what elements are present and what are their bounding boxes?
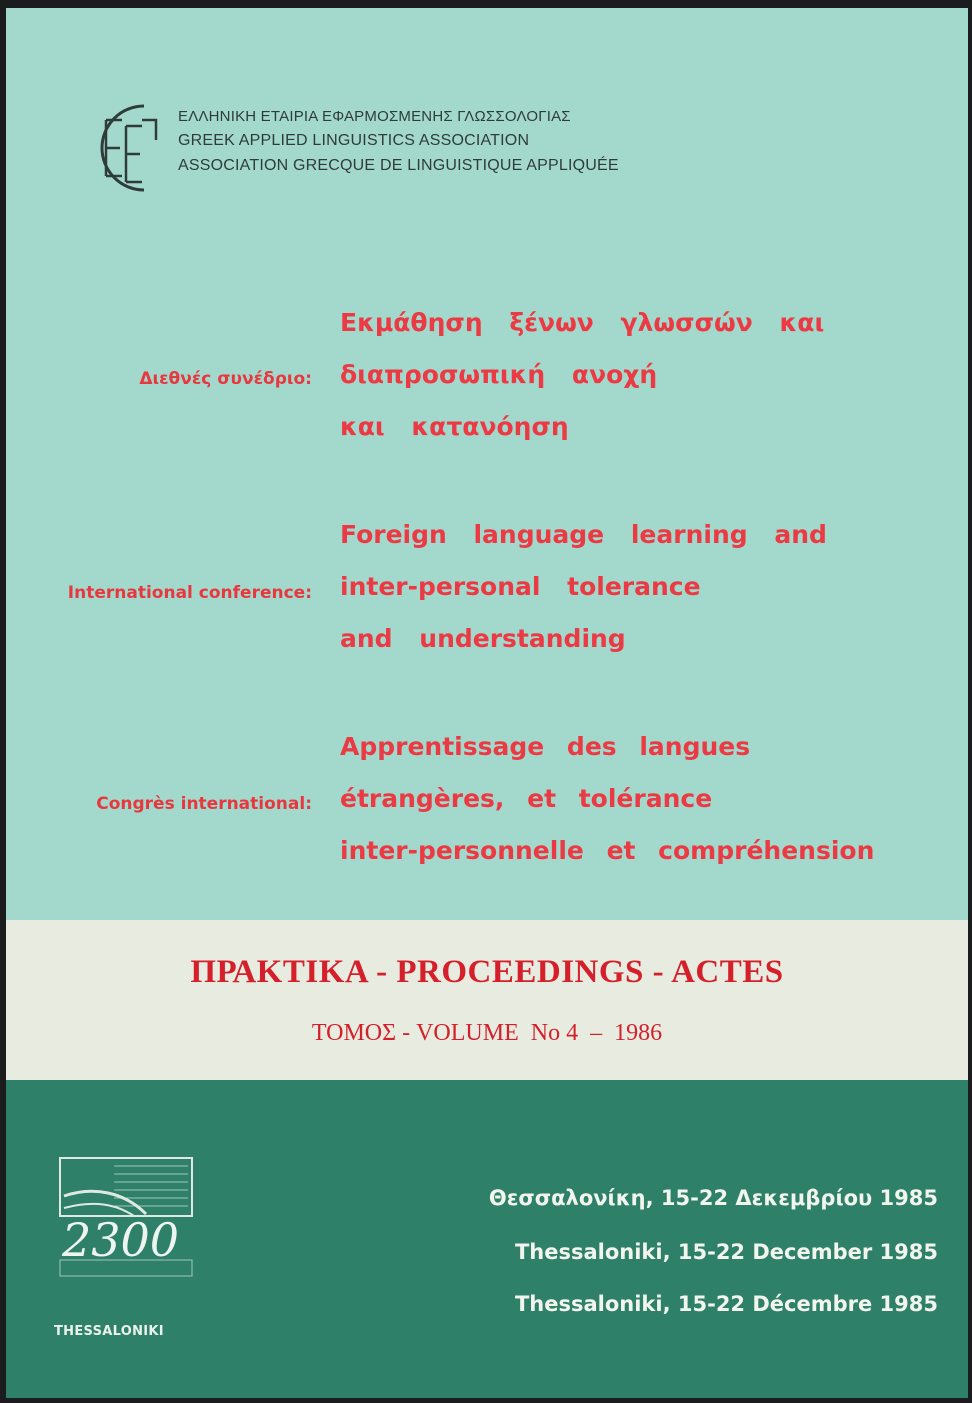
emblem-number: 2300 [62, 1213, 180, 1267]
conference-title-line: and understanding [340, 624, 626, 653]
conference-label-greek: Διεθνές συνέδριο: [139, 369, 312, 389]
conference-title-line: Foreign language learning and [340, 520, 827, 549]
conference-title-greek [340, 297, 940, 453]
emblem-city-label: THESSALONIKI [54, 1324, 164, 1339]
book-cover [6, 8, 968, 1398]
conference-label-english: International conference: [67, 583, 312, 603]
conference-title-line: Apprentissage des langues [340, 732, 751, 761]
association-name-greek: ΕΛΛΗΝΙΚΗ ΕΤΑΙΡΙΑ ΕΦΑΡΜΟΣΜΕΝΗΣ ΓΛΩΣΣΟΛΟΓΙΑΣ [178, 108, 571, 125]
conference-label-french: Congrès international: [96, 794, 312, 814]
conference-title-line: inter-personnelle et compréhension [340, 836, 875, 865]
thessaloniki-2300-emblem-icon [54, 1156, 202, 1280]
gala-logo-icon [86, 100, 166, 196]
conference-title-line: étrangères, et tolérance [340, 784, 713, 813]
conference-title-line: διαπροσωπική ανοχή [340, 360, 658, 389]
association-name-english: GREEK APPLIED LINGUISTICS ASSOCIATION [178, 132, 530, 149]
association-name-french: ASSOCIATION GRECQUE DE LINGUISTIQUE APPLIQUÉE [178, 157, 619, 174]
proceedings-title: ΠΡΑΚΤΙΚΑ - PROCEEDINGS - ACTES [190, 954, 784, 990]
date-line-english: Thessaloniki, 15-22 December 1985 [514, 1240, 938, 1264]
date-line-french: Thessaloniki, 15-22 Décembre 1985 [514, 1292, 938, 1316]
conference-title-line: και κατανόηση [340, 412, 569, 441]
conference-title-line: inter-personal tolerance [340, 572, 701, 601]
date-line-greek: Θεσσαλονίκη, 15-22 Δεκεμβρίου 1985 [488, 1186, 938, 1210]
conference-title-french [340, 721, 940, 877]
proceedings-band [6, 920, 968, 1080]
conference-title-line: Εκμάθηση ξένων γλωσσών και [340, 308, 825, 337]
volume-info: ΤΟΜΟΣ - VOLUME No 4 – 1986 [311, 1020, 663, 1046]
conference-title-english [340, 509, 940, 665]
